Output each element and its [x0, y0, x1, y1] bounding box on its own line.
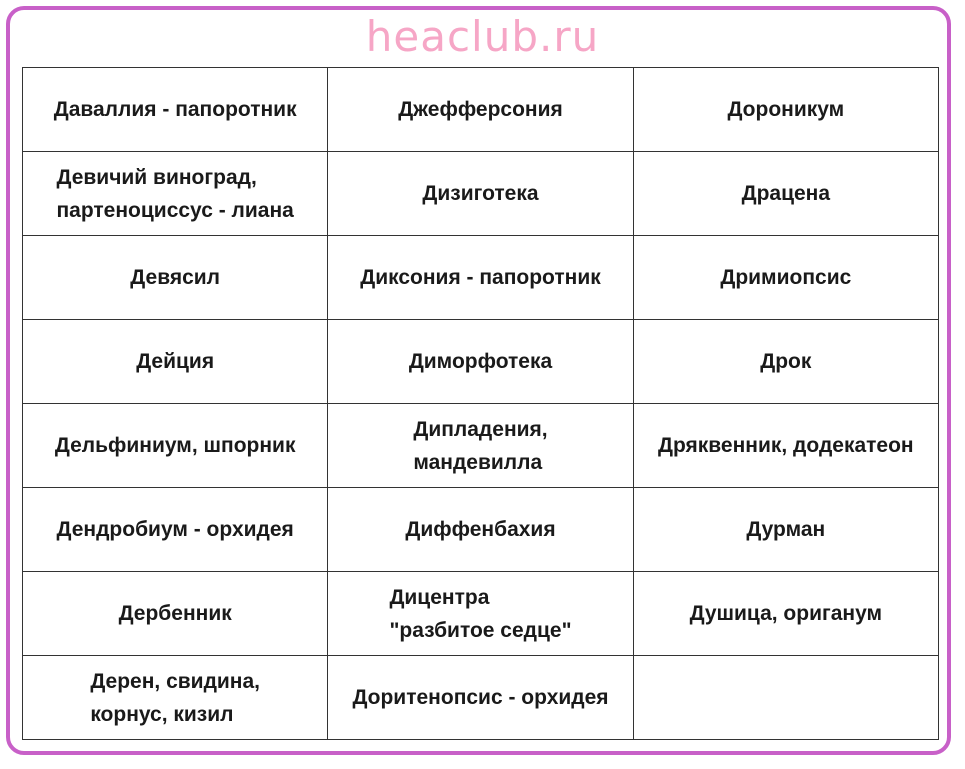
plant-name: Дейция — [136, 350, 215, 373]
table-cell — [328, 320, 633, 404]
table-cell — [328, 68, 633, 152]
plant-name: Дряквенник, додекатеон — [658, 434, 914, 457]
plant-name: Дицентра "разбитое седце" — [389, 585, 572, 642]
table-row — [23, 656, 939, 740]
table-row — [23, 320, 939, 404]
plant-name: Дрок — [760, 350, 812, 373]
table-cell — [633, 404, 938, 488]
plant-name: Дурман — [746, 518, 826, 541]
table-cell — [633, 488, 938, 572]
table-cell — [23, 656, 328, 740]
table-cell — [328, 152, 633, 236]
plant-name: Даваллия - папоротник — [53, 98, 297, 121]
table-cell — [328, 404, 633, 488]
plant-name: Драцена — [741, 182, 831, 205]
plant-name: Девичий виноград, партеноциссус - лиана — [56, 165, 294, 222]
plant-name: Диморфотека — [408, 350, 553, 373]
plant-name: Дендробиум - орхидея — [56, 518, 294, 541]
table-row — [23, 152, 939, 236]
table-cell — [633, 320, 938, 404]
table-cell — [633, 572, 938, 656]
plant-name: Дербенник — [118, 602, 232, 625]
plant-name: Дримиопсис — [720, 266, 852, 289]
plant-name: Дельфиниум, шпорник — [54, 434, 296, 457]
table-cell — [633, 236, 938, 320]
table-row — [23, 572, 939, 656]
table-cell — [633, 656, 938, 740]
plant-name: Диффенбахия — [405, 518, 556, 541]
table-row — [23, 488, 939, 572]
plant-name: Доритенопсис - орхидея — [352, 686, 609, 709]
table-cell — [23, 320, 328, 404]
table-cell — [633, 68, 938, 152]
watermark: heaclub.ru — [365, 12, 600, 61]
plant-names-table — [22, 67, 939, 740]
table-cell — [328, 572, 633, 656]
table-cell — [328, 236, 633, 320]
table-cell — [23, 236, 328, 320]
table-row — [23, 236, 939, 320]
table-row — [23, 68, 939, 152]
table-cell — [23, 572, 328, 656]
table-cell — [23, 488, 328, 572]
plant-name: Дипладения, мандевилла — [413, 417, 548, 474]
table-cell — [328, 488, 633, 572]
plant-name: Дороникум — [727, 98, 845, 121]
table-cell — [23, 68, 328, 152]
plant-name: Душица, ориганум — [689, 602, 883, 625]
plant-name: Джефферсония — [398, 98, 563, 121]
plant-name: Девясил — [130, 266, 221, 289]
table-cell — [23, 404, 328, 488]
plant-name: Диксония - папоротник — [360, 266, 601, 289]
plant-name: Дизиготека — [422, 182, 539, 205]
table-cell — [633, 152, 938, 236]
table-cell — [23, 152, 328, 236]
plant-name: Дерен, свидина, корнус, кизил — [90, 669, 261, 726]
table-row — [23, 404, 939, 488]
table-cell — [328, 656, 633, 740]
